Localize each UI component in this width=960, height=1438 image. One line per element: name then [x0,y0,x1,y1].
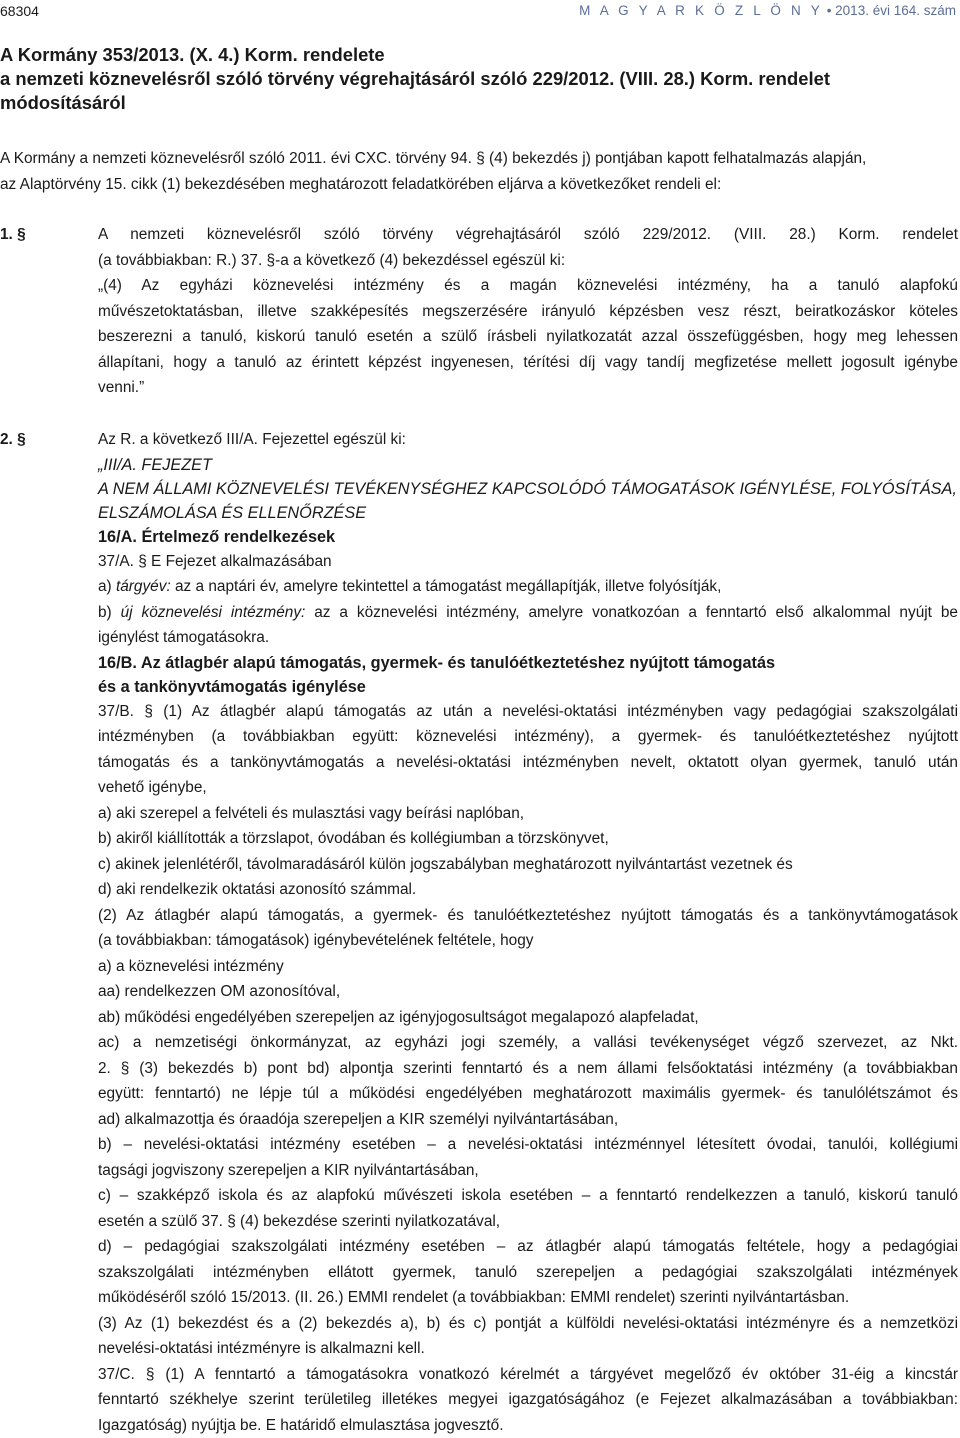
quote-line-2: művészetoktatásban, illetve szakképesítés megszerzésére irányuló képzésben vesz részt, beiratkozáskor köteles [98,299,958,325]
s37b-1-line-2: intézményben (a továbbiakban együtt: köznevelési intézmény), a gyermek- és tanulóétkeztetéshez nyújtott [98,724,958,750]
s37c-line-2: fenntartó székhelye szerint területileg illetékes megyei igazgatóságához (e Fejezet alkalmazásában a továbbiakban: [98,1387,958,1413]
s37a-a-prefix: a) [98,578,116,595]
s37b-2-line-1: (2) Az átlagbér alapú támogatás, a gyermek- és tanulóétkeztetéshez nyújtott támogatás és a tankönyvtámogatások [98,903,958,929]
s37b-2-point-d-line-1: d) – pedagógiai szakszolgálati intézmény esetében – az átlagbér alapú támogatás feltétele, hogy a pedagógiai [98,1234,958,1260]
s37a-b-prefix: b) [98,604,121,621]
section-2 [0,427,958,1438]
s37b-1-line-4: vehető igénybe, [98,775,958,801]
section-1-body [0,222,958,401]
s37a-b-term: új köznevelési intézmény: [121,604,306,621]
section-2-intro: Az R. a következő III/A. Fejezettel egészül ki: [98,427,958,453]
journal-name: M A G Y A R K Ö Z L Ö N Y [579,3,823,18]
s37b-2-point-c-line-2: esetén a szülő 37. § (4) bekezdése szerinti nyilatkozatával, [98,1209,958,1235]
s37b-2-point-d-line-2: szakszolgálati intézményben ellátott gyermek, tanuló szerepeljen a pedagógiai szakszolgálati intézmények [98,1260,958,1286]
title-line-1: A Kormány 353/2013. (X. 4.) Korm. rendelete [0,43,950,67]
decree-title [0,43,950,115]
quote-line-5: venni.” [98,375,958,401]
page-number: 68304 [0,3,39,19]
s37b-2-point-b-line-2: tagsági jogviszony szerepeljen a KIR nyilvántartásában, [98,1158,958,1184]
section-2-body [0,427,958,1438]
chapter-title-line-2: ELSZÁMOLÁSA ÉS ELLENŐRZÉSE [98,501,958,525]
s37b-2-point-ac-line-2: 2. § (3) bekezdés b) pont bd) alpontja szerinti fenntartó és a nem állami felsőoktatási intézmény (a továbbiakban [98,1056,958,1082]
s37a-a-term: tárgyév: [116,578,171,595]
s37a-intro: 37/A. § E Fejezet alkalmazásában [98,549,958,575]
s37b-2-point-ab: ab) működési engedélyében szerepeljen az igényjogosultságot megalapozó alapfeladat, [98,1005,958,1031]
page-header [0,0,960,22]
s37a-point-a [98,574,958,600]
section-1-line-1: A nemzeti köznevelésről szóló törvény végrehajtásáról szóló 229/2012. (VIII. 28.) Korm. rendelet [98,222,958,248]
subheading-16b-line-2: és a tankönyvtámogatás igénylése [98,675,958,699]
s37b-2-point-ad: ad) alkalmazottja és óraadója szerepeljen a KIR személyi nyilvántartásában, [98,1107,958,1133]
subheading-16a: 16/A. Értelmező rendelkezések [98,525,958,549]
s37c-line-3: Igazgatóság) nyújtja be. E határidő elmulasztása jogvesztő. [98,1413,958,1438]
journal-issue: • 2013. évi 164. szám [827,3,956,18]
s37b-3-line-2: nevelési-oktatási intézményre is alkalmazni kell. [98,1336,958,1362]
quote-line-3: beszerezni a tanuló, kiskorú tanuló esetén a szülő írásbeli nyilatkozatát azzal összefüggésben, hogy meg lehessen [98,324,958,350]
journal-title [579,3,956,18]
s37b-2-point-ac-line-1: ac) a nemzetiségi önkormányzat, az egyházi jogi személy, a vallási tevékenységet végző szervezet, az Nkt. [98,1030,958,1056]
subheading-16b-line-1: 16/B. Az átlagbér alapú támogatás, gyermek- és tanulóétkeztetéshez nyújtott támogatás [98,651,958,675]
section-2-number: 2. § [0,427,26,453]
s37b-1-point-c: c) akinek jelenlétéről, távolmaradásáról külön jogszabályban meghatározott nyilvántartást vezetnek és [98,852,958,878]
s37a-a-text: az a naptári év, amelyre tekintettel a támogatást megállapítják, illetve folyósítják, [171,578,722,595]
section-1-line-2: (a továbbiakban: R.) 37. §-a a következő (4) bekezdéssel egészül ki: [98,248,958,274]
s37c-line-1: 37/C. § (1) A fenntartó a támogatásokra vonatkozó kérelmét a tárgyévet megelőző év október 31-éig a kincstár [98,1362,958,1388]
s37b-2-point-c-line-1: c) – szakképző iskola és az alapfokú művészeti iskola esetében – a fenntartó rendelkezzen a tanuló, kiskorú tanuló [98,1183,958,1209]
s37b-2-point-a: a) a köznevelési intézmény [98,954,958,980]
title-line-2: a nemzeti köznevelésről szóló törvény végrehajtásáról szóló 229/2012. (VIII. 28.) Korm. rendelet [0,67,950,91]
s37b-1-point-d: d) aki rendelkezik oktatási azonosító számmal. [98,877,958,903]
s37b-2-point-b-line-1: b) – nevelési-oktatási intézmény esetében – a nevelési-oktatási intézménnyel létesített óvodai, tanulói, kollégiumi [98,1132,958,1158]
s37b-2-line-2: (a továbbiakban: támogatások) igénybevételének feltétele, hogy [98,928,958,954]
chapter-heading: „III/A. FEJEZET [98,453,958,477]
s37b-2-point-ac-line-3: együtt: fenntartó) ne lépje túl a működési engedélyében meghatározott maximális gyermek- és tanulólétszámot és [98,1081,958,1107]
s37a-point-b [98,600,958,626]
preamble [0,146,958,197]
s37a-b-text: az a köznevelési intézmény, amelyre vonatkozóan a fenntartó első alkalommal nyújt be [305,604,958,621]
s37b-1-line-1: 37/B. § (1) Az átlagbér alapú támogatás az után a nevelési-oktatási intézményben vagy pedagógiai szakszolgálati [98,699,958,725]
s37b-1-point-b: b) akiről kiállították a törzslapot, óvodában és kollégiumban a törzskönyvet, [98,826,958,852]
title-line-3: módosításáról [0,91,950,115]
s37b-1-point-a: a) aki szerepel a felvételi és mulasztási vagy beírási naplóban, [98,801,958,827]
preamble-line-2: az Alaptörvény 15. cikk (1) bekezdésében meghatározott feladatkörében eljárva a következőket rendeli el: [0,172,958,198]
s37b-1-line-3: támogatás és a tankönyvtámogatás a nevelési-oktatási intézményben nevelt, oktatott olyan gyermek, tanuló után [98,750,958,776]
section-1-number: 1. § [0,222,26,248]
preamble-line-1: A Kormány a nemzeti köznevelésről szóló 2011. évi CXC. törvény 94. § (4) bekezdés j) pontjában kapott felhatalmazás alapján, [0,146,958,172]
s37b-2-point-d-line-3: működéséről szóló 15/2013. (II. 26.) EMMI rendelet (a továbbiakban: EMMI rendelet) szerinti nyilvántartásban. [98,1285,958,1311]
section-1 [0,222,958,401]
s37a-point-b-line-2: igénylést támogatásokra. [98,625,958,651]
chapter-title-line-1: A NEM ÁLLAMI KÖZNEVELÉSI TEVÉKENYSÉGHEZ KAPCSOLÓDÓ TÁMOGATÁSOK IGÉNYLÉSE, FOLYÓSÍTÁSA, [98,477,958,501]
quote-line-1: „(4) Az egyházi köznevelési intézmény és a magán köznevelési intézmény, ha a tanuló alapfokú [98,273,958,299]
quote-line-4: állapítani, hogy a tanuló az érintett képzést ingyenesen, térítési díj vagy tandíj megfizetése mellett jogosult igénybe [98,350,958,376]
s37b-2-point-aa: aa) rendelkezzen OM azonosítóval, [98,979,958,1005]
s37b-3-line-1: (3) Az (1) bekezdést és a (2) bekezdés a), b) és c) pontját a külföldi nevelési-oktatási intézményre és a nemzetközi [98,1311,958,1337]
